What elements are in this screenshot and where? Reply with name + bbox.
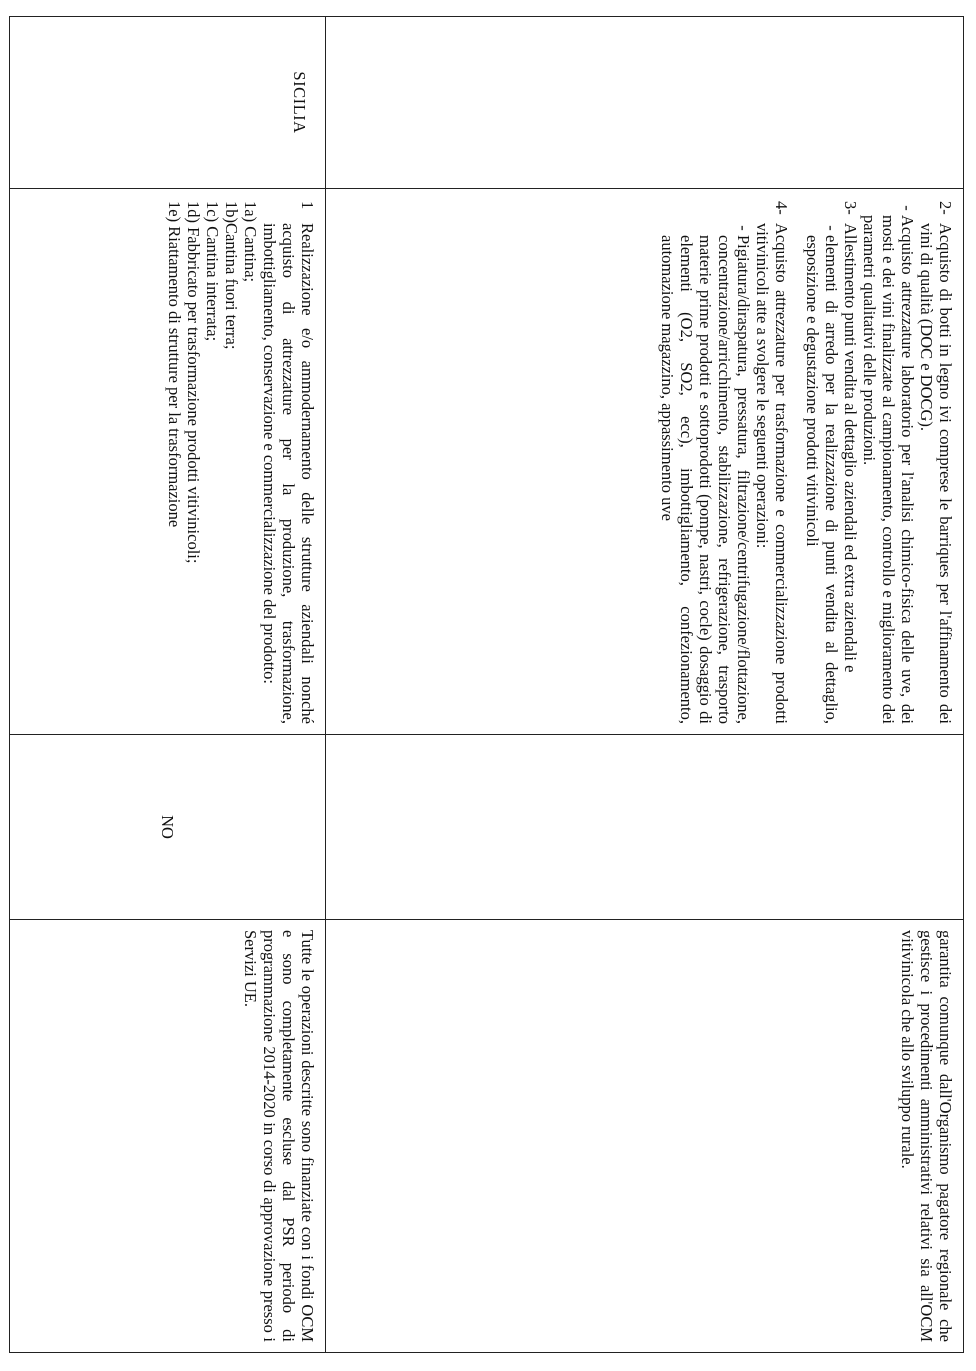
operations-cell-sicilia xyxy=(10,189,326,735)
notes-cell-continuation: garantita comunque dall'Organismo pagatore regionale che gestisce i procedimenti amministrativi relativi sia all'OCM vitivinicola che allo sviluppo rurale. xyxy=(326,920,964,1353)
regional-measures-table xyxy=(9,16,964,1353)
yes-no-cell-continuation xyxy=(326,735,964,920)
operation-subitem: 1b)Cantina fuori terra; xyxy=(222,201,241,350)
notes-cell-sicilia: Tutte le operazioni descritte sono finanziate con i fondi OCM e sono completamente escluse dal PSR periodo di programmazione 2014-2020 in corso di approvazione presso i Servizi UE. xyxy=(10,920,326,1353)
table-row-sicilia xyxy=(10,17,326,1353)
operation-item: - Acquisto attrezzature laboratorio per l'analisi chimico-fisica delle uve, dei mosti e dei vini finalizzate al campionamento, controllo e miglioramento dei parametri qualitativi delle produzioni. xyxy=(860,205,917,724)
region-cell-sicilia: SICILIA xyxy=(10,17,326,189)
operation-subitem: 1a) Cantina; xyxy=(241,201,260,283)
operation-item: 4- Acquisto attrezzature per trasformazione e commercializzazione prodotti vitivinicoli atte a svolgere le seguenti operazioni: xyxy=(753,201,791,724)
operation-item: 3- Allestimento punti vendita al dettaglio aziendali ed extra aziendali e xyxy=(841,201,860,673)
operation-subitem: 1c) Cantina interrata; xyxy=(203,201,222,342)
region-cell-continuation xyxy=(326,17,964,189)
operations-cell-continuation xyxy=(326,189,964,735)
operation-subitem: 1d) Fabbricato per trasformazione prodotti vitivinicoli; xyxy=(184,201,203,564)
operation-subitem: 1e) Riattamento di strutture per la trasformazione xyxy=(165,201,184,528)
operation-item: - elementi di arredo per la realizzazione di punti vendita al dettaglio, esposizione e degustazione prodotti vitivinicoli xyxy=(803,225,841,724)
operation-item: 1 Realizzazione e/o ammodernamento delle strutture aziendali nonché acquisto di attrezzature per la produzione, trasformazione, imbottigliamento, conservazione e commercializzazione del prodotto: xyxy=(260,201,317,724)
operation-item: 2- Acquisto di botti in legno ivi comprese le barriques per l'affinamento dei vini di qualità (DOC e DOCG). xyxy=(917,201,955,724)
yes-no-cell-sicilia: NO xyxy=(10,735,326,920)
table-row-continuation xyxy=(326,17,964,1353)
operation-item: - Pigiatura/diraspatura, pressatura, filtrazione/centrifugazione/flottazione, concentrazione/arricchimento, stabilizzazione, refrigerazione, trasporto materie prime prodotti e sottoprodotti (pompe, nastri, cocle) dosaggio di elementi (O2, SO2, ecc), imbottigliamento, confezionamento, automazione magazzino, appassimento uve xyxy=(658,225,753,724)
